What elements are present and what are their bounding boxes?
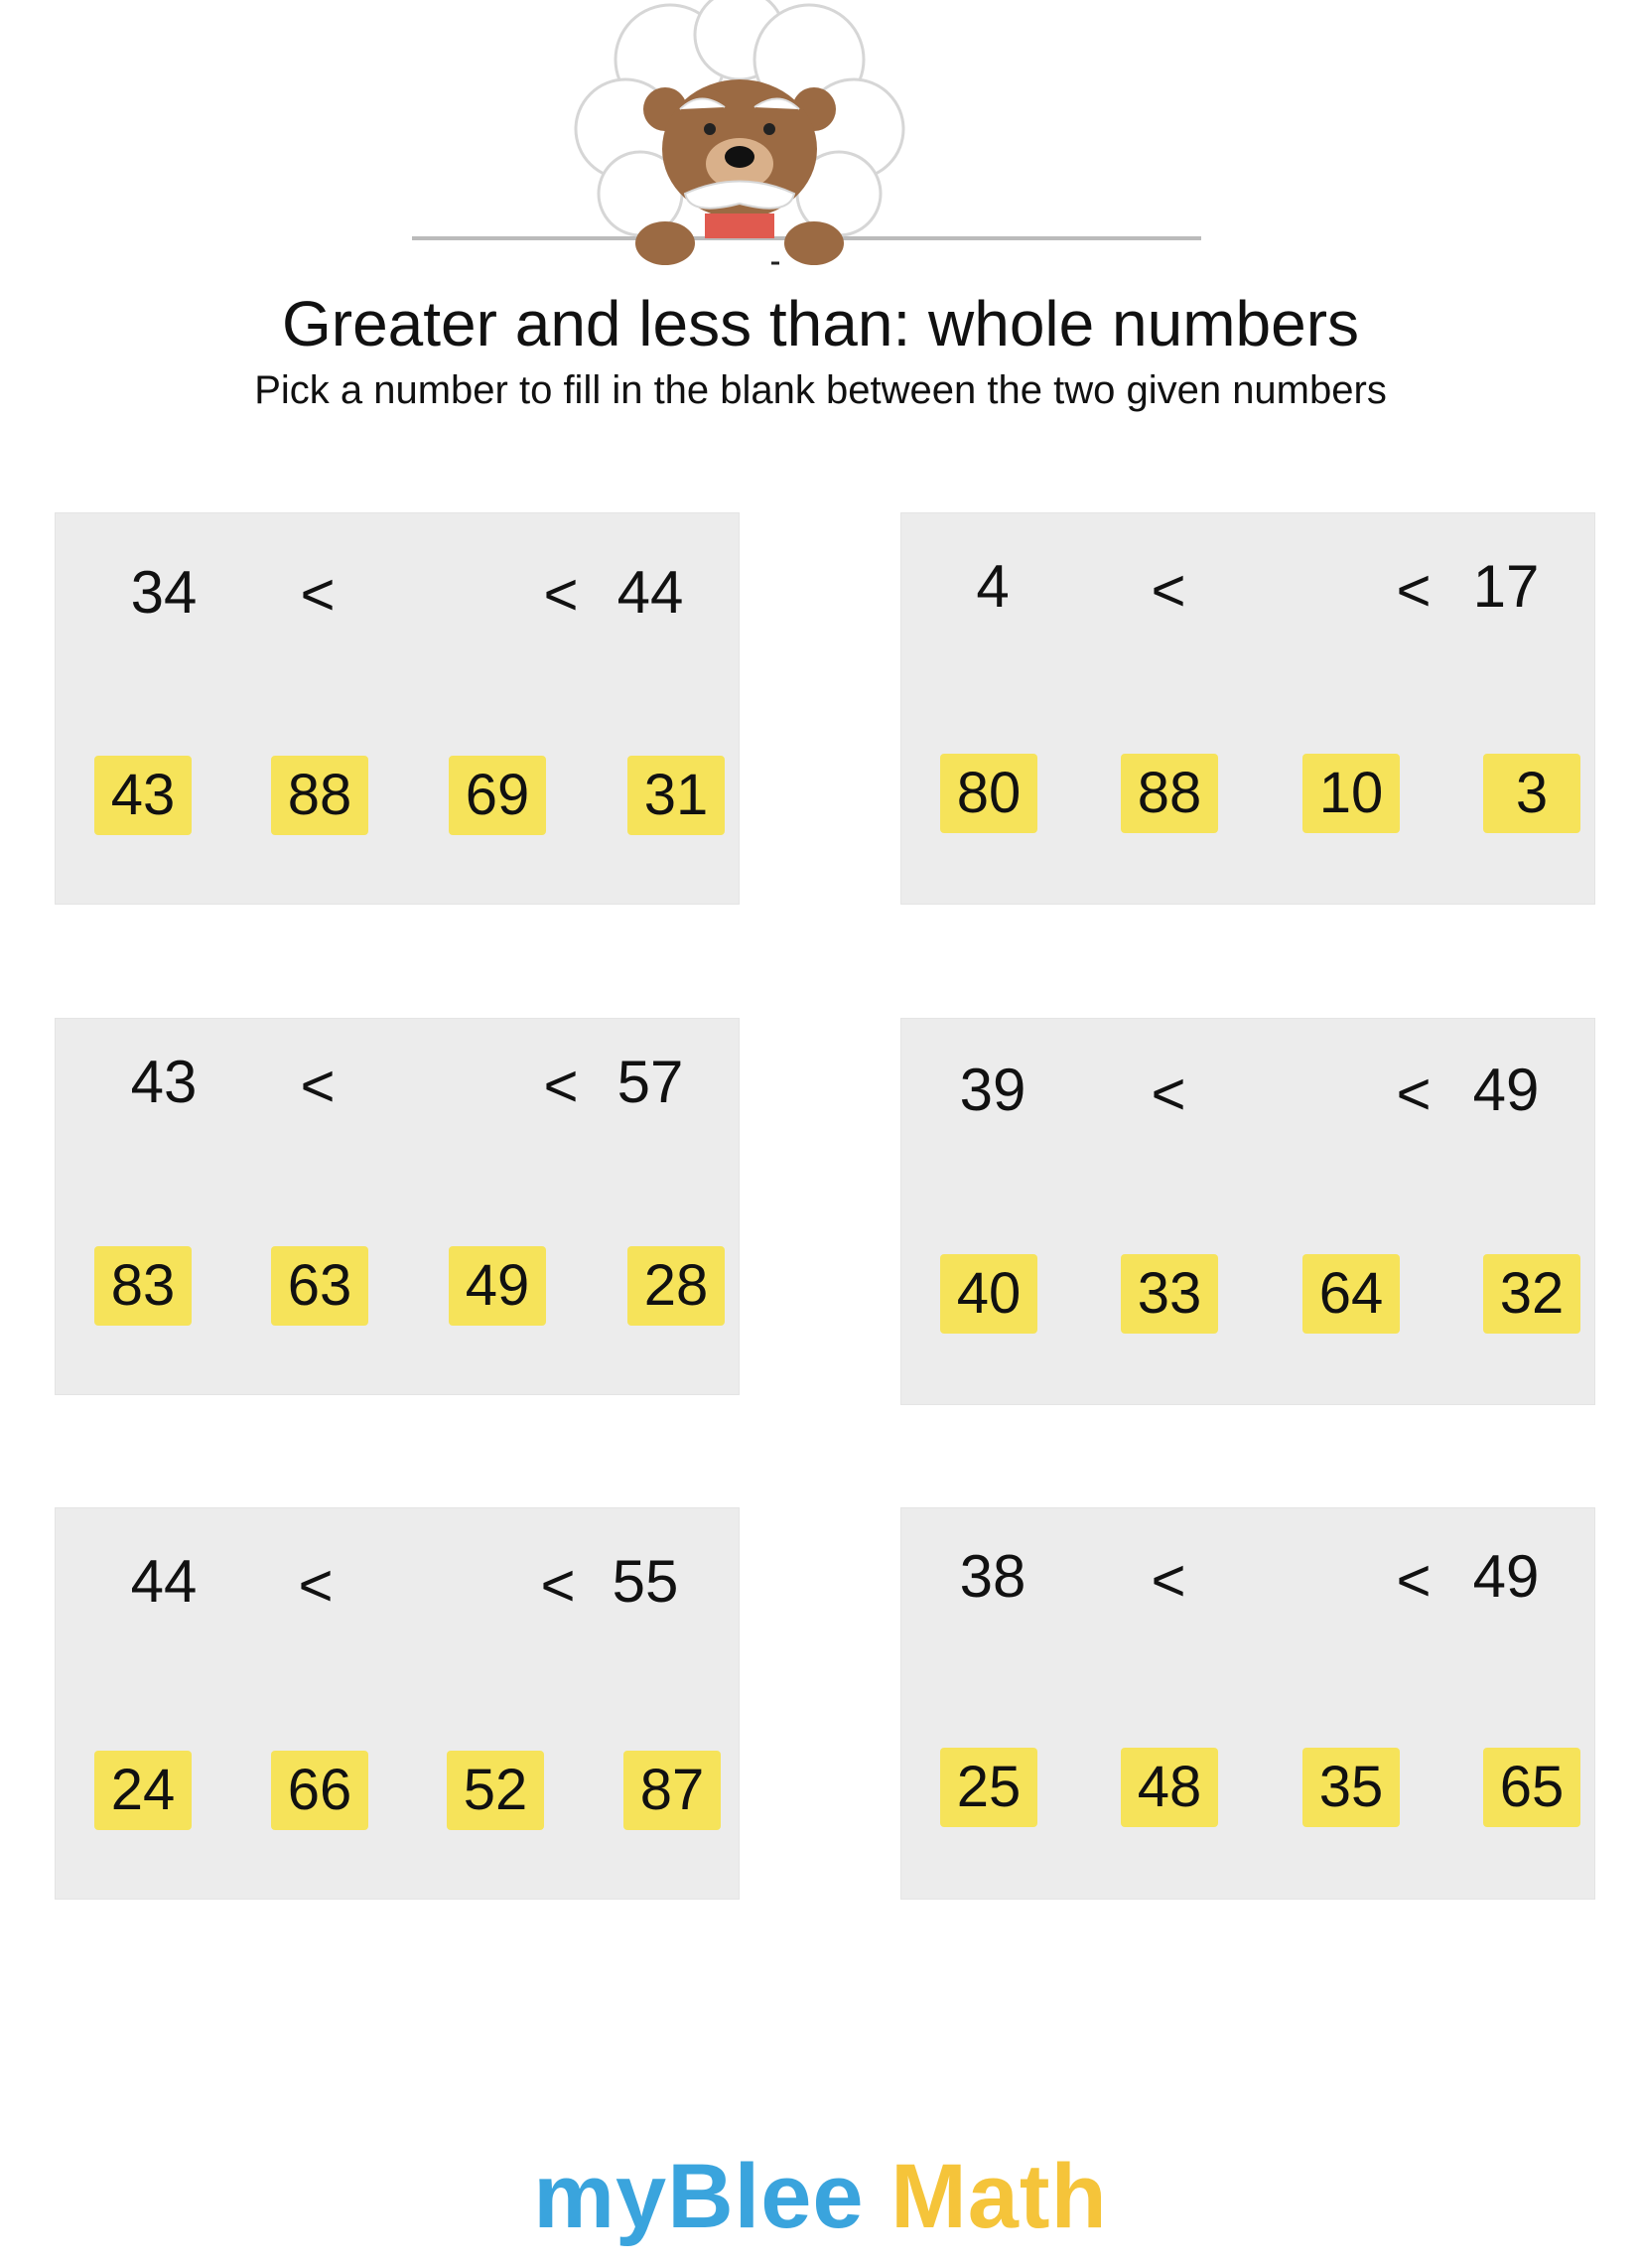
answer-option[interactable]: 43: [94, 756, 192, 835]
answer-option[interactable]: 87: [623, 1751, 721, 1830]
less-than-sign: <: [1396, 1061, 1432, 1127]
lower-bound-number: 38: [959, 1543, 1026, 1610]
less-than-sign: <: [298, 1552, 334, 1619]
answer-option[interactable]: 88: [271, 756, 368, 835]
lower-bound-number: 39: [959, 1057, 1026, 1123]
logo-text-math: Math: [890, 2146, 1108, 2247]
answer-option[interactable]: 33: [1121, 1254, 1218, 1334]
less-than-sign: <: [1151, 557, 1186, 624]
answer-option[interactable]: 64: [1302, 1254, 1400, 1334]
exercise-card-4: [900, 1018, 1595, 1405]
worksheet-title: Greater and less than: whole numbers: [281, 288, 1360, 359]
answer-option[interactable]: 3: [1483, 754, 1580, 833]
exercise-card-5: [55, 1507, 740, 1900]
exercise-card-6: [900, 1507, 1595, 1900]
answer-option[interactable]: 24: [94, 1751, 192, 1830]
less-than-sign: <: [1151, 1061, 1186, 1127]
answer-option[interactable]: 10: [1302, 754, 1400, 833]
answer-option[interactable]: 32: [1483, 1254, 1580, 1334]
lower-bound-number: 44: [130, 1548, 198, 1615]
less-than-sign: <: [543, 1053, 579, 1119]
less-than-sign: <: [1396, 557, 1432, 624]
answer-option[interactable]: 28: [627, 1246, 725, 1326]
worksheet-instructions: Pick a number to fill in the blank between the two given numbers: [254, 368, 1387, 412]
upper-bound-number: 17: [1472, 553, 1540, 620]
lower-bound-number: 43: [130, 1049, 198, 1115]
answer-option[interactable]: 48: [1121, 1748, 1218, 1827]
answer-option[interactable]: 31: [627, 756, 725, 835]
upper-bound-number: 49: [1472, 1543, 1540, 1610]
less-than-sign: <: [1396, 1547, 1432, 1614]
bear-mascot-illustration: [402, 0, 1246, 278]
answer-option[interactable]: 63: [271, 1246, 368, 1326]
answer-option[interactable]: 80: [940, 754, 1037, 833]
upper-bound-number: 49: [1472, 1057, 1540, 1123]
answer-option[interactable]: 88: [1121, 754, 1218, 833]
answer-option[interactable]: 35: [1302, 1748, 1400, 1827]
upper-bound-number: 57: [616, 1049, 684, 1115]
less-than-sign: <: [1151, 1547, 1186, 1614]
lower-bound-number: 34: [130, 559, 198, 626]
less-than-sign: <: [543, 561, 579, 628]
lower-bound-number: 4: [976, 553, 1010, 620]
answer-option[interactable]: 49: [449, 1246, 546, 1326]
answer-option[interactable]: 40: [940, 1254, 1037, 1334]
exercise-card-2: [900, 512, 1595, 905]
exercise-card-1: [55, 512, 740, 905]
upper-bound-number: 55: [612, 1548, 679, 1615]
upper-bound-number: 44: [616, 559, 684, 626]
less-than-sign: <: [540, 1552, 576, 1619]
exercise-card-3: [55, 1018, 740, 1395]
answer-option[interactable]: 66: [271, 1751, 368, 1830]
less-than-sign: <: [300, 561, 336, 628]
logo-text-myblee: myBlee: [533, 2146, 865, 2247]
answer-option[interactable]: 83: [94, 1246, 192, 1326]
answer-option[interactable]: 52: [447, 1751, 544, 1830]
answer-option[interactable]: 25: [940, 1748, 1037, 1827]
answer-option[interactable]: 65: [1483, 1748, 1580, 1827]
brand-logo: [0, 2145, 1641, 2249]
less-than-sign: <: [300, 1053, 336, 1119]
answer-option[interactable]: 69: [449, 756, 546, 835]
